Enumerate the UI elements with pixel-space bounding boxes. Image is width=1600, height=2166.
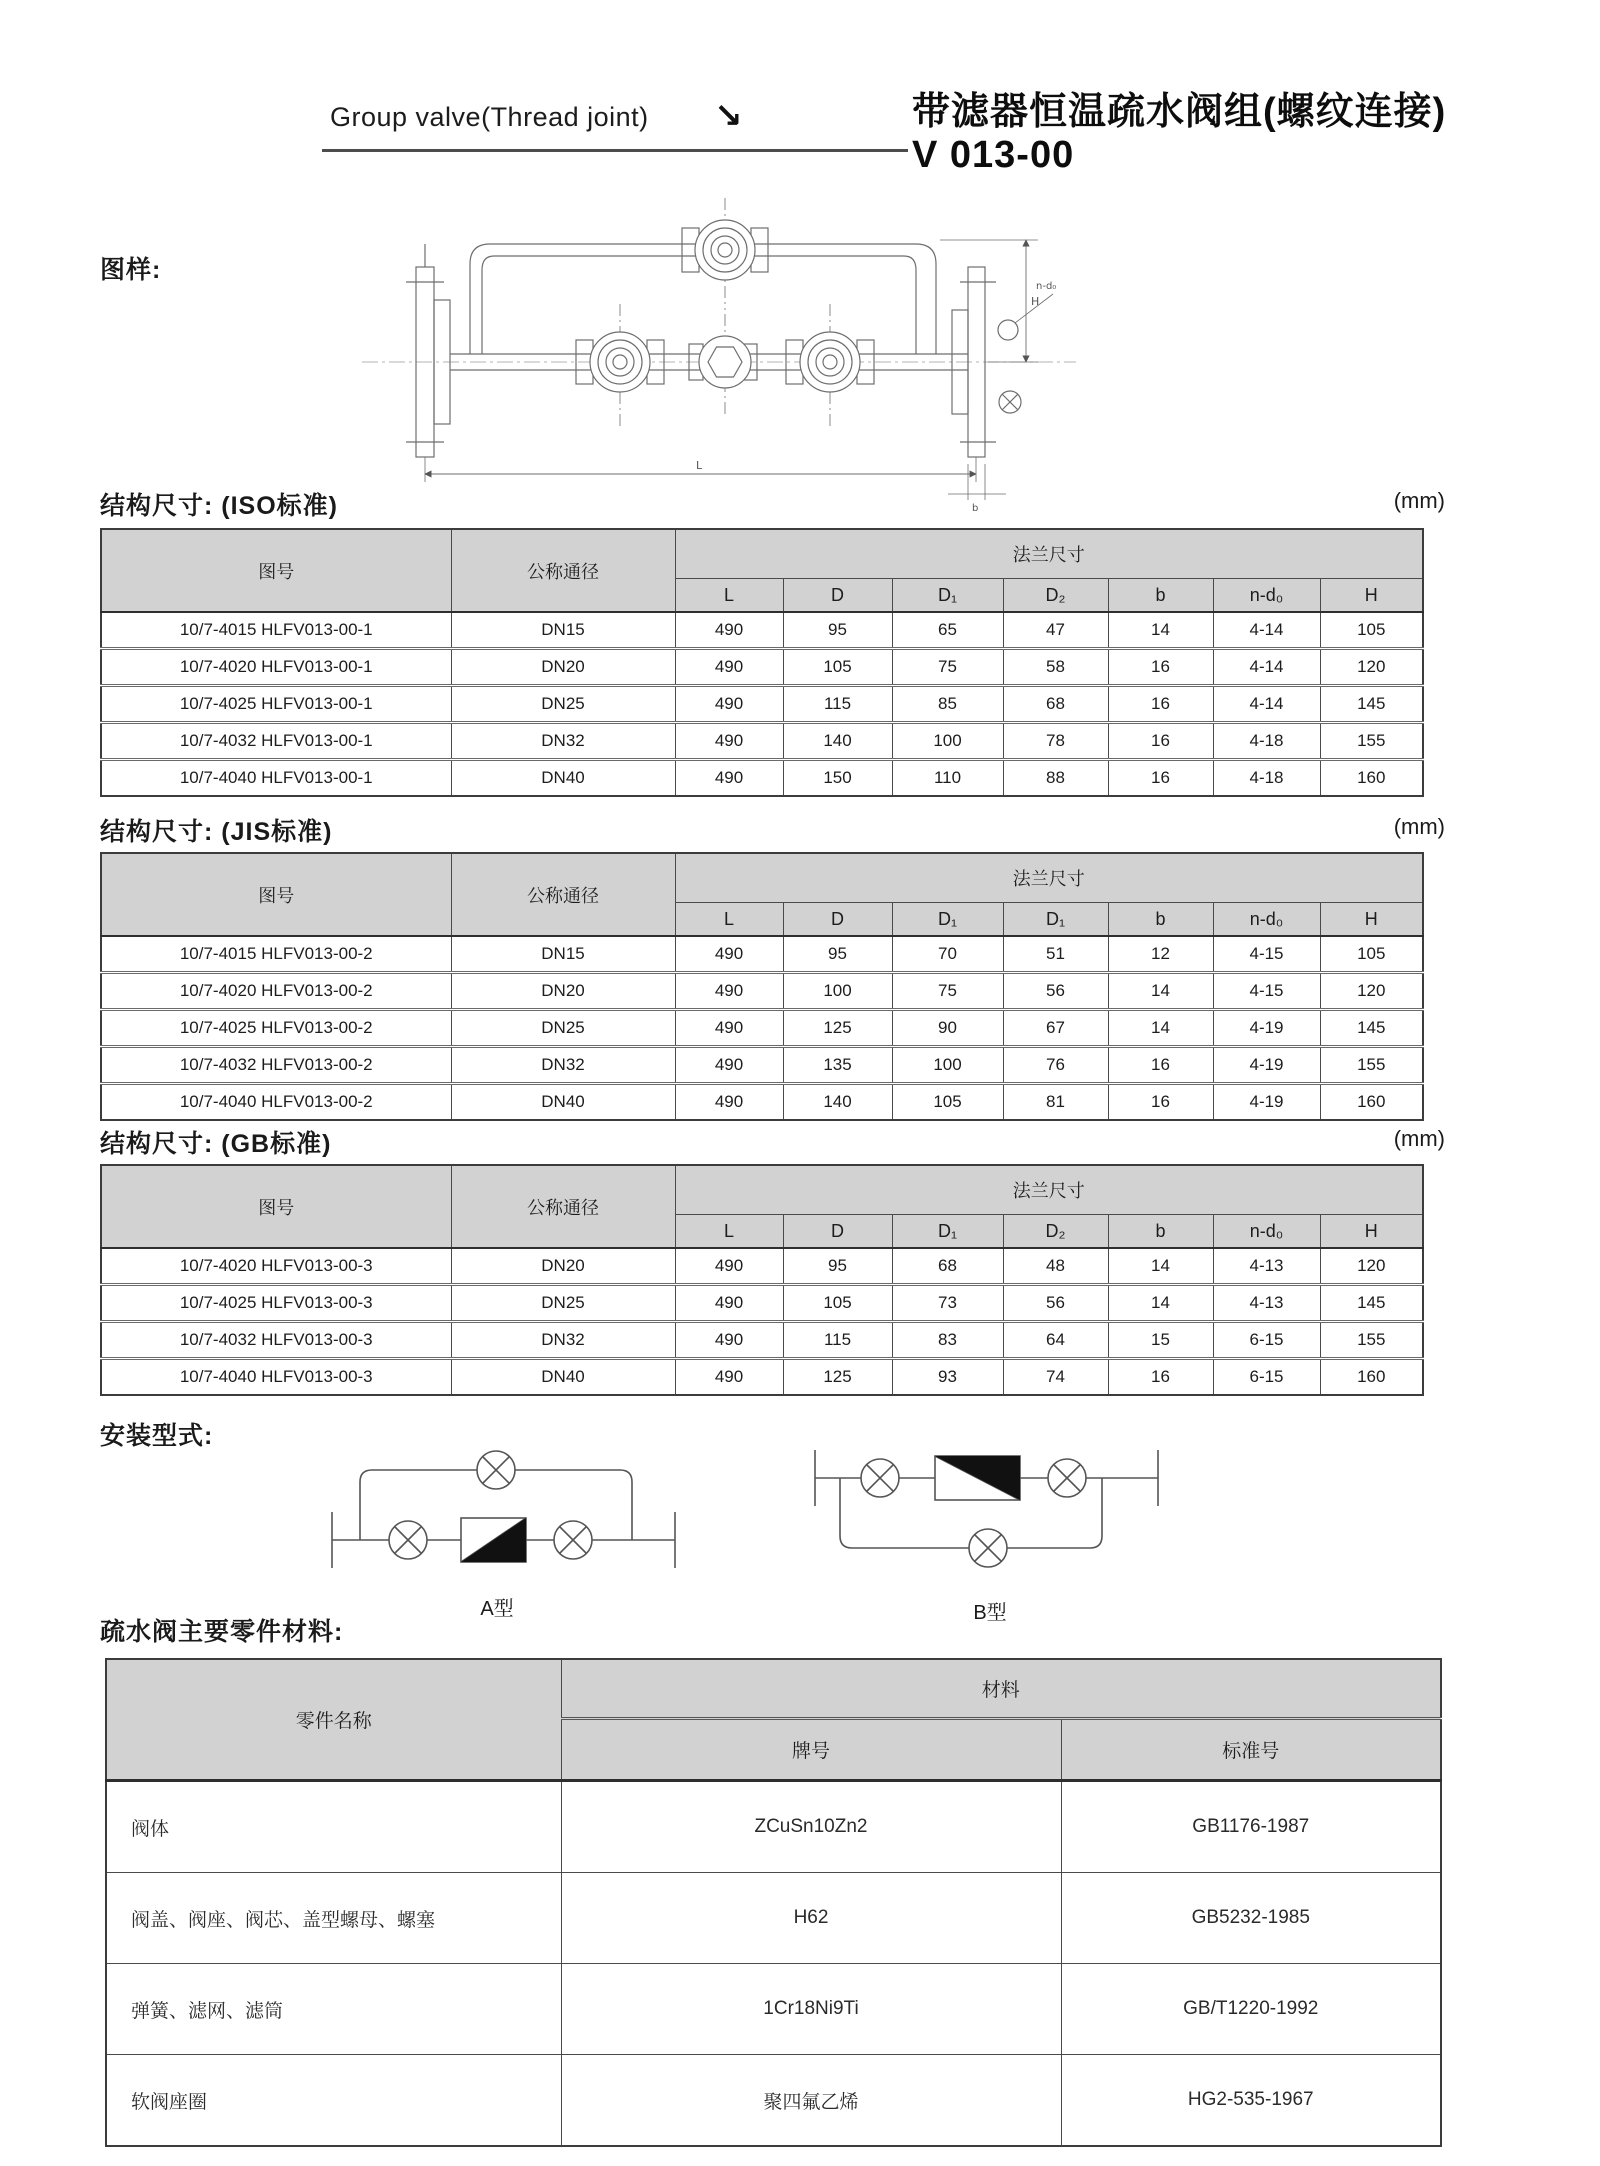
column-header: D₁ [1003,903,1108,937]
table-cell: 145 [1320,1285,1423,1322]
table-cell: 105 [783,649,892,686]
table-row [106,1781,1441,1873]
table-cell: 490 [675,1248,783,1285]
table-cell: 4-13 [1213,1248,1320,1285]
table-cell: 75 [892,973,1003,1010]
table-cell: 85 [892,686,1003,723]
table-cell: 73 [892,1285,1003,1322]
column-header: 牌号 [561,1719,1061,1781]
column-header: n-d₀ [1213,579,1320,613]
table-cell: 490 [675,1359,783,1396]
table-cell: 10/7-4020 HLFV013-00-3 [101,1248,451,1285]
column-header: D₂ [1003,579,1108,613]
table-cell: 140 [783,723,892,760]
table-cell: 10/7-4025 HLFV013-00-3 [101,1285,451,1322]
column-header: 公称通径 [451,853,675,936]
table-cell: 14 [1108,1010,1213,1047]
table-row [101,1084,1423,1121]
table-cell: H62 [561,1873,1061,1964]
materials-table [105,1658,1442,2147]
iso-dimension-table [100,528,1424,797]
column-header: D₁ [892,1215,1003,1249]
table-cell: 10/7-4032 HLFV013-00-2 [101,1047,451,1084]
column-header: b [1108,1215,1213,1249]
column-header: 公称通径 [451,1165,675,1248]
column-header: 图号 [101,853,451,936]
table-cell: 81 [1003,1084,1108,1121]
column-header: 零件名称 [106,1659,561,1781]
table-cell: DN40 [451,760,675,797]
table-row [101,1047,1423,1084]
column-header: D [783,579,892,613]
page-title-en: Group valve(Thread joint) [330,102,649,132]
table-cell: 83 [892,1322,1003,1359]
column-header: 图号 [101,529,451,612]
table-cell: 4-15 [1213,973,1320,1010]
table-row [101,973,1423,1010]
table-cell: 145 [1320,1010,1423,1047]
column-header: L [675,1215,783,1249]
table-cell: 490 [675,1010,783,1047]
table-cell: 4-14 [1213,649,1320,686]
table-cell: 95 [783,1248,892,1285]
table-cell: 490 [675,1084,783,1121]
table-cell: 10/7-4015 HLFV013-00-1 [101,612,451,649]
table-row [101,686,1423,723]
column-header-group: 材料 [561,1659,1441,1719]
table-cell: 160 [1320,1359,1423,1396]
table-cell: 阀体 [106,1781,561,1873]
table-cell: 6-15 [1213,1322,1320,1359]
table-cell: 140 [783,1084,892,1121]
table-cell: 490 [675,1047,783,1084]
table-cell: 88 [1003,760,1108,797]
dim-label-L: L [696,459,703,472]
table-cell: 105 [1320,612,1423,649]
unit-label-iso: (mm) [1393,488,1445,513]
table-cell: 48 [1003,1248,1108,1285]
section-title-materials: 疏水阀主要零件材料: [100,1618,344,1646]
table-cell: 58 [1003,649,1108,686]
table-cell: 4-13 [1213,1285,1320,1322]
table-cell: 115 [783,686,892,723]
table-cell: 145 [1320,686,1423,723]
table-cell: 490 [675,936,783,973]
column-header: H [1320,579,1423,613]
table-cell: 56 [1003,973,1108,1010]
section-title-jis: 结构尺寸: (JIS标准) [100,818,333,846]
table-cell: 125 [783,1359,892,1396]
table-row [101,612,1423,649]
table-cell: 6-15 [1213,1359,1320,1396]
table-cell: 105 [1320,936,1423,973]
column-header-group: 法兰尺寸 [675,529,1423,579]
column-header: n-d₀ [1213,1215,1320,1249]
table-cell: 100 [892,723,1003,760]
table-row [101,936,1423,973]
table-cell: DN20 [451,973,675,1010]
table-cell: 68 [1003,686,1108,723]
section-title-iso: 结构尺寸: (ISO标准) [100,492,338,520]
table-cell: 115 [783,1322,892,1359]
table-cell: 155 [1320,1047,1423,1084]
column-header: 图号 [101,1165,451,1248]
unit-label-jis: (mm) [1393,814,1445,839]
valve-assembly-drawing [320,182,1120,514]
table-cell: 100 [783,973,892,1010]
column-header: L [675,903,783,937]
table-cell: 15 [1108,1322,1213,1359]
table-cell: 70 [892,936,1003,973]
table-cell: 95 [783,936,892,973]
table-cell: 160 [1320,760,1423,797]
table-cell: 490 [675,612,783,649]
table-cell: 74 [1003,1359,1108,1396]
column-header: H [1320,903,1423,937]
table-cell: 490 [675,1285,783,1322]
table-cell: 14 [1108,612,1213,649]
table-cell: 490 [675,973,783,1010]
table-cell: 16 [1108,649,1213,686]
table-cell: 155 [1320,1322,1423,1359]
table-cell: 10/7-4040 HLFV013-00-3 [101,1359,451,1396]
header-rule [322,149,908,152]
table-cell: 155 [1320,723,1423,760]
drawing-label: 图样: [100,256,162,284]
table-cell: 120 [1320,1248,1423,1285]
table-cell: HG2-535-1967 [1061,2055,1441,2147]
arrow-icon: ↘ [714,97,743,135]
type-a-label: A型 [480,1598,514,1620]
column-header: D₁ [892,903,1003,937]
dim-label-H: H [1031,295,1040,308]
table-cell: 125 [783,1010,892,1047]
table-cell: 47 [1003,612,1108,649]
table-row [101,760,1423,797]
table-cell: 10/7-4020 HLFV013-00-1 [101,649,451,686]
table-cell: ZCuSn10Zn2 [561,1781,1061,1873]
table-cell: DN20 [451,649,675,686]
column-header: D [783,903,892,937]
table-cell: 105 [783,1285,892,1322]
column-header-group: 法兰尺寸 [675,853,1423,903]
table-cell: 弹簧、滤网、滤筒 [106,1964,561,2055]
table-cell: 105 [892,1084,1003,1121]
table-cell: DN15 [451,612,675,649]
table-cell: 阀盖、阀座、阀芯、盖型螺母、螺塞 [106,1873,561,1964]
table-cell: DN32 [451,1322,675,1359]
column-header: 公称通径 [451,529,675,612]
column-header: b [1108,579,1213,613]
table-cell: DN25 [451,1010,675,1047]
table-cell: DN25 [451,686,675,723]
table-cell: DN15 [451,936,675,973]
table-cell: DN32 [451,723,675,760]
dim-label-b: b [972,503,979,514]
model-number: V 013-00 [912,134,1075,176]
table-cell: 10/7-4025 HLFV013-00-2 [101,1010,451,1047]
table-cell: GB1176-1987 [1061,1781,1441,1873]
table-cell: 10/7-4040 HLFV013-00-2 [101,1084,451,1121]
table-cell: 4-15 [1213,936,1320,973]
table-cell: 4-19 [1213,1010,1320,1047]
table-cell: 64 [1003,1322,1108,1359]
table-cell: 56 [1003,1285,1108,1322]
column-header: D [783,1215,892,1249]
table-cell: DN40 [451,1359,675,1396]
table-cell: 490 [675,1322,783,1359]
table-cell: 聚四氟乙烯 [561,2055,1061,2147]
table-cell: 490 [675,649,783,686]
table-cell: 68 [892,1248,1003,1285]
table-cell: 14 [1108,1248,1213,1285]
column-header: D₂ [1003,1215,1108,1249]
gb-dimension-table [100,1164,1424,1396]
column-header: L [675,579,783,613]
table-cell: DN32 [451,1047,675,1084]
table-cell: 150 [783,760,892,797]
table-cell: 78 [1003,723,1108,760]
table-cell: 4-19 [1213,1084,1320,1121]
table-cell: GB5232-1985 [1061,1873,1441,1964]
page-title-zh: 带滤器恒温疏水阀组(螺纹连接) [912,91,1447,133]
table-cell: 67 [1003,1010,1108,1047]
table-cell: 75 [892,649,1003,686]
table-cell: 4-18 [1213,760,1320,797]
table-row [101,649,1423,686]
table-cell: 16 [1108,760,1213,797]
table-cell: 16 [1108,1047,1213,1084]
table-cell: 10/7-4020 HLFV013-00-2 [101,973,451,1010]
table-cell: 12 [1108,936,1213,973]
table-cell: 10/7-4032 HLFV013-00-1 [101,723,451,760]
table-cell: 10/7-4015 HLFV013-00-2 [101,936,451,973]
table-cell: 120 [1320,973,1423,1010]
unit-label-gb: (mm) [1393,1126,1445,1151]
table-row [101,723,1423,760]
table-cell: 1Cr18Ni9Ti [561,1964,1061,2055]
column-header: D₁ [892,579,1003,613]
table-cell: 14 [1108,1285,1213,1322]
table-cell: 10/7-4032 HLFV013-00-3 [101,1322,451,1359]
table-cell: 4-14 [1213,686,1320,723]
table-row [101,1359,1423,1396]
table-cell: 160 [1320,1084,1423,1121]
table-cell: 100 [892,1047,1003,1084]
table-cell: 110 [892,760,1003,797]
table-row [101,1285,1423,1322]
table-cell: 14 [1108,973,1213,1010]
table-cell: 51 [1003,936,1108,973]
table-cell: 120 [1320,649,1423,686]
table-cell: 490 [675,760,783,797]
table-cell: 4-14 [1213,612,1320,649]
table-cell: 10/7-4040 HLFV013-00-1 [101,760,451,797]
column-header: b [1108,903,1213,937]
table-cell: 76 [1003,1047,1108,1084]
table-cell: 4-19 [1213,1047,1320,1084]
table-row [106,1964,1441,2055]
section-title-gb: 结构尺寸: (GB标准) [100,1130,332,1158]
table-cell: 软阀座圈 [106,2055,561,2147]
table-cell: GB/T1220-1992 [1061,1964,1441,2055]
table-cell: DN40 [451,1084,675,1121]
table-cell: 16 [1108,1084,1213,1121]
table-row [101,1010,1423,1047]
table-row [101,1248,1423,1285]
column-header: H [1320,1215,1423,1249]
table-cell: 490 [675,723,783,760]
table-cell: 16 [1108,723,1213,760]
section-title-install: 安装型式: [100,1422,214,1450]
table-cell: 16 [1108,686,1213,723]
table-cell: 93 [892,1359,1003,1396]
table-cell: 135 [783,1047,892,1084]
jis-dimension-table [100,852,1424,1121]
column-header: n-d₀ [1213,903,1320,937]
table-row [106,2055,1441,2147]
type-b-label: B型 [973,1602,1007,1624]
table-cell: 4-18 [1213,723,1320,760]
table-cell: 90 [892,1010,1003,1047]
dim-label-nd0: n-d₀ [1036,281,1057,292]
table-cell: 16 [1108,1359,1213,1396]
table-cell: 65 [892,612,1003,649]
column-header-group: 法兰尺寸 [675,1165,1423,1215]
table-cell: 490 [675,686,783,723]
table-cell: 95 [783,612,892,649]
table-cell: DN20 [451,1248,675,1285]
table-row [101,1322,1423,1359]
table-cell: 10/7-4025 HLFV013-00-1 [101,686,451,723]
table-row [106,1873,1441,1964]
column-header: 标准号 [1061,1719,1441,1781]
table-cell: DN25 [451,1285,675,1322]
